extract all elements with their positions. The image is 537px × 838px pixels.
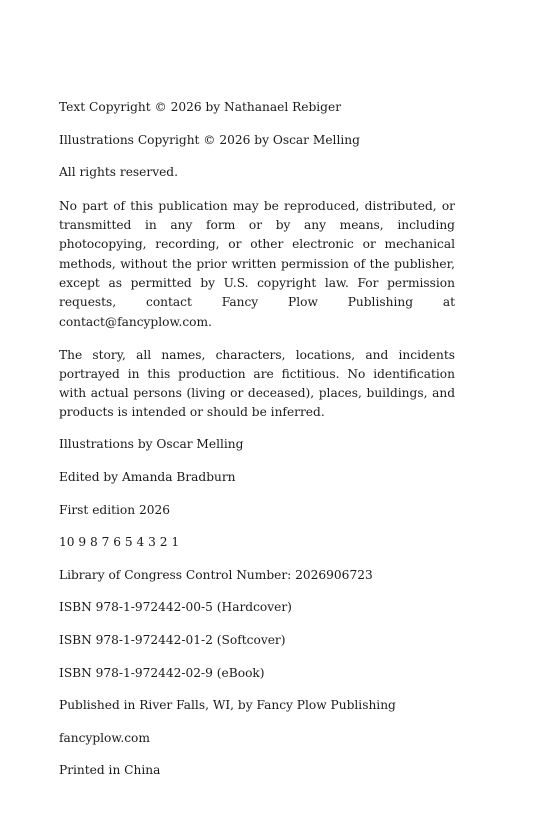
copyright-page [59,99,455,795]
lccn: Library of Congress Control Number: 2026906723 [59,567,373,582]
illustrator-credit: Illustrations by Oscar Melling [59,437,244,452]
reproduction-notice: No part of this publication may be reproduced, distributed, or transmitted in any form or by any means, including photocopying, recording, or other electronic or mechanical methods, without the prior written permission of the publisher, except as permitted by U.S. copyright law. For permission requests, contact Fancy Plow Publishing at contact@fancyplow.com. [59,198,455,329]
fiction-disclaimer: The story, all names, characters, locations, and incidents portrayed in this production are fictitious. No identification with actual persons (living or deceased), places, buildings, and products is intended or should be inferred. [59,347,455,420]
website: fancyplow.com [59,730,150,745]
printed-in: Printed in China [59,763,161,778]
isbn-ebook: ISBN 978-1-972442-02-9 (eBook) [59,665,265,680]
isbn-hardcover: ISBN 978-1-972442-00-5 (Hardcover) [59,600,292,615]
editor-credit: Edited by Amanda Bradburn [59,470,236,485]
printing-line: 10 9 8 7 6 5 4 3 2 1 [59,535,180,550]
publisher-location: Published in River Falls, WI, by Fancy Plow Publishing [59,698,396,713]
text-copyright: Text Copyright © 2026 by Nathanael Rebiger [59,100,342,114]
rights-reserved: All rights reserved. [59,165,178,180]
edition: First edition 2026 [59,502,170,517]
isbn-softcover: ISBN 978-1-972442-01-2 (Softcover) [59,632,286,647]
illustrations-copyright: Illustrations Copyright © 2026 by Oscar Melling [59,132,360,147]
